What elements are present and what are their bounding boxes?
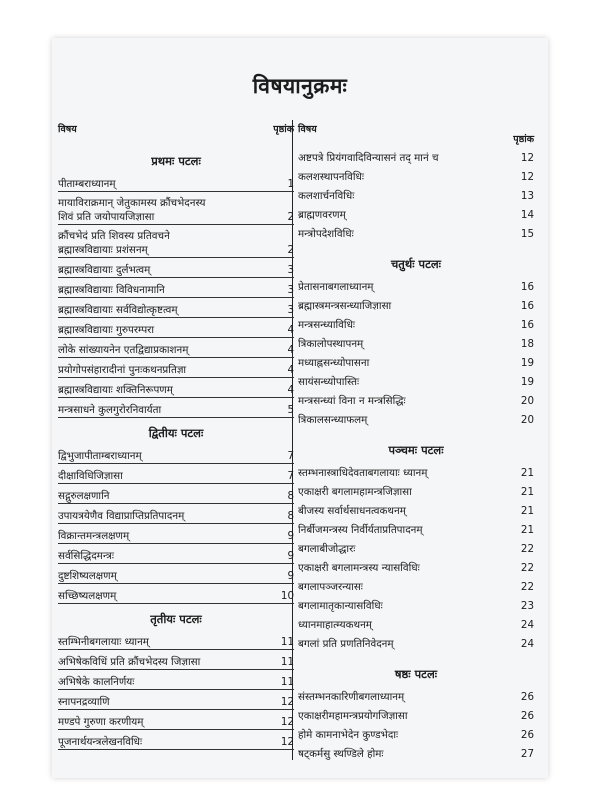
- toc-entry: [298, 461, 534, 480]
- entry-title: सर्वसिद्धिदमन्त्रः: [58, 550, 114, 562]
- entry-page: 11: [280, 676, 294, 688]
- entry-title: संस्तम्भनकारिणीबगलाध्यानम्: [298, 691, 405, 703]
- toc-list: [58, 444, 294, 604]
- toc-entry: [298, 351, 534, 370]
- entry-title: मध्याह्नसन्ध्योपासना: [298, 357, 370, 369]
- entry-title: मायाविराक्रमान् जेतुकामस्य क्रौंचभेदनस्य शिवं प्रति जयोपायजिज्ञासा: [58, 197, 206, 223]
- entry-title: मन्त्रोपदेशविधिः: [298, 228, 354, 240]
- entry-page: 22: [520, 562, 534, 574]
- entry-title: सायंसन्ध्योपास्तिः: [298, 376, 360, 388]
- entry-page: 26: [520, 729, 534, 741]
- entry-title: अभिषेकविधिं प्रति क्रौंचभेदस्य जिज्ञासा: [58, 656, 201, 668]
- entry-page: 22: [520, 581, 534, 593]
- entry-page: 9: [287, 530, 294, 542]
- toc-entry: [298, 499, 534, 518]
- toc-entry: [58, 564, 294, 584]
- section-heading: पञ्चमः पटलः: [388, 443, 444, 457]
- toc-entry: [58, 378, 294, 398]
- entry-page: 9: [287, 570, 294, 582]
- entry-page: 2: [287, 244, 294, 256]
- entry-page: 5: [287, 404, 294, 416]
- toc-entry: [58, 358, 294, 378]
- entry-page: 18: [520, 338, 534, 350]
- book-page: [52, 38, 548, 778]
- entry-page: 7: [287, 470, 294, 482]
- toc-entry: [298, 222, 534, 241]
- entry-title: एकाक्षरीमहामन्त्रप्रयोगजिज्ञासा: [298, 710, 408, 722]
- entry-page: 4: [287, 364, 294, 376]
- page-header: पृष्ठांक: [513, 134, 534, 145]
- entry-page: 4: [287, 324, 294, 336]
- entry-page: 21: [520, 524, 534, 536]
- entry-title: मन्त्रसाधने कुलगुरोरनिवार्यता: [58, 404, 162, 416]
- entry-title: स्तम्भनास्त्राधिदेवताबगलायाः ध्यानम्: [298, 467, 428, 479]
- entry-page: 26: [520, 691, 534, 703]
- section-heading: षष्ठः पटलः: [394, 667, 438, 681]
- entry-title: ब्रह्मास्त्रविद्यायाः शक्तिनिरूपणम्: [58, 384, 173, 396]
- entry-title: स्नापनद्रव्याणि: [58, 696, 110, 708]
- toc-entry: [58, 298, 294, 318]
- toc-entry: [298, 146, 534, 165]
- toc-entry: [298, 556, 534, 575]
- toc-list: [58, 630, 294, 750]
- entry-title: अभिषेके कालनिर्णयः: [58, 676, 135, 688]
- toc-entry: [298, 389, 534, 408]
- toc-entry: [58, 544, 294, 564]
- entry-title: मन्त्रसन्ध्यां विना न मन्त्रसिद्धिः: [298, 395, 406, 407]
- toc-entry: [298, 370, 534, 389]
- entry-page: 24: [520, 619, 534, 631]
- section-heading: प्रथमः पटलः: [151, 154, 201, 168]
- toc-right-column: [298, 120, 534, 761]
- entry-title: कलशस्थापनविधिः: [298, 171, 364, 183]
- entry-page: 12: [520, 171, 534, 183]
- entry-title: क्रौंचभेदं प्रति शिवस्य प्रतिवचने ब्रह्मास्त्रविद्यायाः प्रशंसनम्: [58, 230, 170, 256]
- entry-page: 27: [520, 748, 534, 760]
- entry-title: पूजनार्थयन्त्रलेखनविधिः: [58, 736, 143, 748]
- entry-page: 16: [520, 281, 534, 293]
- entry-page: 24: [520, 638, 534, 650]
- entry-title: मण्डपे गुरुणा करणीयम्: [58, 716, 144, 728]
- entry-title: प्रेतासनाबगलाध्यानम्: [298, 281, 374, 293]
- entry-title: उपायत्रयेणैव विद्याप्राप्तिप्रतिपादनम्: [58, 510, 185, 522]
- entry-title: प्रयोगोपसंहारादीनां पुनःकथनप्रतिज्ञा: [58, 364, 187, 376]
- entry-title: दीक्षाविधिजिज्ञासा: [58, 470, 123, 482]
- toc-list: [58, 172, 294, 418]
- entry-title: बगलापञ्जरन्यासः: [298, 581, 363, 593]
- section-heading: द्वितीयः पटलः: [148, 426, 204, 440]
- entry-page: 8: [287, 510, 294, 522]
- toc-entry: [298, 332, 534, 351]
- entry-page: 16: [520, 319, 534, 331]
- entry-title: लोके सांख्यायनेन एतद्विद्याप्रकाशनम्: [58, 344, 189, 356]
- toc-entry: [298, 165, 534, 184]
- entry-page: 15: [520, 228, 534, 240]
- entry-page: 9: [287, 550, 294, 562]
- entry-page: 26: [520, 710, 534, 722]
- entry-page: 3: [287, 264, 294, 276]
- entry-page: 12: [280, 716, 294, 728]
- toc-entry: [58, 444, 294, 464]
- entry-page: 19: [520, 376, 534, 388]
- toc-entry: [58, 278, 294, 298]
- toc-entry: [298, 184, 534, 203]
- entry-title: विक्रान्तमन्त्रलक्षणम्: [58, 530, 130, 542]
- entry-title: होमे कामनाभेदेन कुण्डभेदाः: [298, 729, 399, 741]
- toc-entry: [58, 710, 294, 730]
- toc-entry: [298, 594, 534, 613]
- entry-page: 23: [520, 600, 534, 612]
- entry-title: बीजस्य सर्वार्थसाधनत्वकथनम्: [298, 505, 406, 517]
- entry-page: 12: [280, 736, 294, 748]
- entry-page: 20: [520, 414, 534, 426]
- toc-entry: [298, 613, 534, 632]
- toc-list: [298, 275, 534, 427]
- entry-page: 13: [520, 190, 534, 202]
- entry-page: 11: [280, 656, 294, 668]
- toc-entry: [298, 408, 534, 427]
- toc-entry: [58, 524, 294, 544]
- toc-entry: [298, 575, 534, 594]
- entry-page: 12: [520, 152, 534, 164]
- entry-page: 20: [520, 395, 534, 407]
- toc-entry: [58, 258, 294, 278]
- page-header: पृष्ठांक: [273, 124, 294, 135]
- entry-title: षट्कर्मसु स्थण्डिले होमः: [298, 748, 384, 760]
- entry-page: 1: [287, 178, 294, 190]
- entry-page: 4: [287, 344, 294, 356]
- entry-title: सच्छिष्यलक्षणम्: [58, 590, 117, 602]
- section-heading: तृतीयः पटलः: [150, 612, 202, 626]
- toc-entry: [58, 630, 294, 650]
- toc-entry: [58, 504, 294, 524]
- toc-entry: [58, 730, 294, 750]
- entry-page: 2: [287, 211, 294, 223]
- entry-title: सद्गुरुलक्षणानि: [58, 490, 110, 502]
- toc-entry: [58, 484, 294, 504]
- toc-entry: [298, 685, 534, 704]
- toc-entry: [298, 518, 534, 537]
- entry-title: एकाक्षरी बगलामन्त्रस्य न्यासविधिः: [298, 562, 420, 574]
- entry-title: मन्त्रसन्ध्याविधिः: [298, 319, 355, 331]
- subject-header: विषय: [58, 124, 77, 135]
- entry-page: 21: [520, 505, 534, 517]
- entry-title: ब्रह्मास्त्रविद्यायाः दुर्लभत्वम्: [58, 264, 151, 276]
- entry-title: बगलाबीजोद्धारः: [298, 543, 356, 555]
- toc-entry: [298, 723, 534, 742]
- toc-entry: [58, 192, 294, 225]
- toc-entry: [58, 398, 294, 418]
- toc-left-column: [58, 120, 294, 750]
- toc-entry: [298, 704, 534, 723]
- toc-entry: [298, 742, 534, 761]
- entry-page: 19: [520, 357, 534, 369]
- entry-title: ब्रह्मास्त्रविद्यायाः विविधनामानि: [58, 284, 165, 296]
- entry-page: 14: [520, 209, 534, 221]
- page-title: विषयानुक्रमः: [252, 74, 348, 98]
- toc-entry: [298, 480, 534, 499]
- entry-page: 22: [520, 543, 534, 555]
- entry-page: 12: [280, 696, 294, 708]
- column-header: [58, 120, 294, 146]
- subject-header: विषय: [298, 124, 317, 135]
- entry-title: द्विभुजापीताम्बराध्यानम्: [58, 450, 142, 462]
- entry-title: बगलां प्रति प्रणतिनिवेदनम्: [298, 638, 394, 650]
- entry-title: एकाक्षरी बगलामहामन्त्रजिज्ञासा: [298, 486, 412, 498]
- entry-page: 10: [280, 590, 294, 602]
- toc-entry: [58, 584, 294, 604]
- toc-entry: [298, 313, 534, 332]
- entry-title: दुष्टशिष्यलक्षणम्: [58, 570, 117, 582]
- section-heading: चतुर्थः पटलः: [391, 257, 441, 271]
- entry-page: 3: [287, 304, 294, 316]
- toc-entry: [58, 338, 294, 358]
- entry-title: स्तम्भिनीबगलायाः ध्यानम्: [58, 636, 149, 648]
- entry-title: त्रिकालोपस्थापनम्: [298, 338, 364, 350]
- toc-entry: [298, 537, 534, 556]
- entry-title: ब्रह्मास्त्रविद्यायाः सर्वविद्योत्कृष्टत्वम्: [58, 304, 178, 316]
- toc-entry: [58, 670, 294, 690]
- entry-page: 3: [287, 284, 294, 296]
- entry-title: ब्रह्मास्त्रविद्यायाः गुरुपरम्परा: [58, 324, 155, 336]
- entry-page: 21: [520, 486, 534, 498]
- entry-title: अष्टपत्रे प्रियंगवादिविन्यासनं तद् मानं च: [298, 152, 439, 164]
- entry-title: निर्बीजमन्त्रस्य निर्वीर्यताप्रतिपादनम्: [298, 524, 423, 536]
- toc-list: [298, 461, 534, 651]
- entry-page: 7: [287, 450, 294, 462]
- entry-page: 4: [287, 384, 294, 396]
- toc-list: [298, 685, 534, 761]
- entry-page: 16: [520, 300, 534, 312]
- column-header: [298, 120, 534, 146]
- toc-entry: [298, 294, 534, 313]
- toc-entry: [298, 275, 534, 294]
- toc-entry: [58, 318, 294, 338]
- entry-title: बगलामातृकान्यासविधिः: [298, 600, 383, 612]
- toc-entry: [298, 203, 534, 222]
- toc-entry: [58, 650, 294, 670]
- entry-page: 8: [287, 490, 294, 502]
- toc-entry: [58, 690, 294, 710]
- entry-title: त्रिकालसन्ध्याफलम्: [298, 414, 368, 426]
- entry-title: ब्राह्मणवरणम्: [298, 209, 346, 221]
- toc-entry: [58, 464, 294, 484]
- entry-page: 21: [520, 467, 534, 479]
- toc-entry: [58, 225, 294, 258]
- entry-title: ब्रह्मास्त्रमन्त्रसन्ध्याजिज्ञासा: [298, 300, 392, 312]
- entry-title: पीताम्बराध्यानम्: [58, 178, 116, 190]
- entry-title: ध्यानमाहात्म्यकथनम्: [298, 619, 372, 631]
- toc-list: [298, 146, 534, 241]
- toc-entry: [298, 632, 534, 651]
- entry-page: 11: [280, 636, 294, 648]
- toc-entry: [58, 172, 294, 192]
- entry-title: कलशार्चनविधिः: [298, 190, 355, 202]
